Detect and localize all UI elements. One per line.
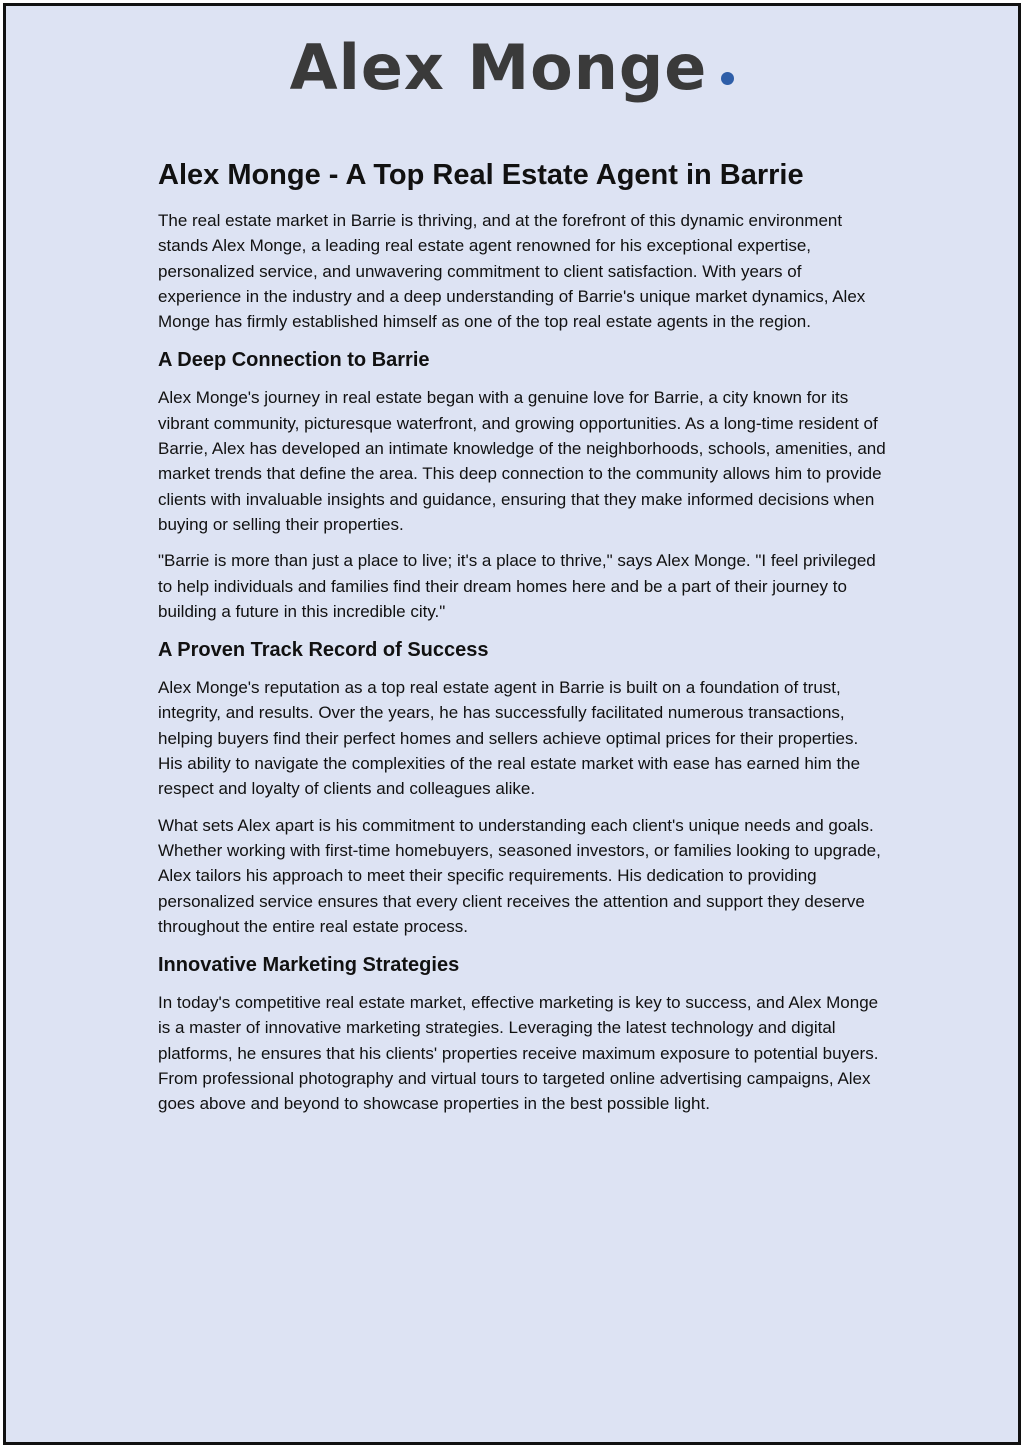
logo xyxy=(6,28,1018,108)
intro-paragraph: The real estate market in Barrie is thriving, and at the forefront of this dynamic environment stands Alex Monge, a leading real estate agent renowned for his exceptional expertise, personalized service, and unwavering commitment to client satisfaction. With years of experience in the industry and a deep understanding of Barrie's unique market dynamics, Alex Monge has firmly established himself as one of the top real estate agents in the region. xyxy=(158,211,866,332)
section-paragraph: In today's competitive real estate market, effective marketing is key to success, and Alex Monge is a master of innovative marketing strategies. Leveraging the latest technology and digital platforms, he ensures that his clients' properties receive maximum exposure to potential buyers. From professional photography and virtual tours to targeted online advertising campaigns, Alex goes above and beyond to showcase properties in the best possible light. xyxy=(158,993,879,1114)
article-title: Alex Monge - A Top Real Estate Agent in Barrie xyxy=(158,159,804,191)
logo-dot-icon xyxy=(721,72,734,85)
section-heading-connection: A Deep Connection to Barrie xyxy=(158,349,430,372)
section-heading-marketing: Innovative Marketing Strategies xyxy=(158,954,460,977)
quote-paragraph: "Barrie is more than just a place to live; it's a place to thrive," says Alex Monge. "I feel privileged to help individuals and families find their dream homes here and be a part of their journey to building a future in this incredible city." xyxy=(158,551,876,621)
section-paragraph: What sets Alex apart is his commitment to understanding each client's unique needs and goals. Whether working with first-time homebuyers, seasoned investors, or families looking to upgrade, Alex tailors his approach to meet their specific requirements. His dedication to providing personalized service ensures that every client receives the attention and support they deserve throughout the entire real estate process. xyxy=(158,815,881,936)
section-paragraph: Alex Monge's reputation as a top real estate agent in Barrie is built on a foundation of trust, integrity, and results. Over the years, he has successfully facilitated numerous transactions, helping buyers find their perfect homes and sellers achieve optimal prices for their properties. His ability to navigate the complexities of the real estate market with ease has earned him the respect and loyalty of clients and colleagues alike. xyxy=(158,678,861,799)
section-paragraph: Alex Monge's journey in real estate began with a genuine love for Barrie, a city known for its vibrant community, picturesque waterfront, and growing opportunities. As a long-time resident of Barrie, Alex has developed an intimate knowledge of the neighborhoods, schools, amenities, and market trends that define the area. This deep connection to the community allows him to provide clients with invaluable insights and guidance, ensuring that they make informed decisions when buying or selling their properties. xyxy=(158,388,886,534)
article xyxy=(158,156,886,1128)
section-heading-track-record: A Proven Track Record of Success xyxy=(158,639,489,662)
logo-text: Alex Monge xyxy=(289,31,708,104)
document-page xyxy=(3,3,1021,1445)
